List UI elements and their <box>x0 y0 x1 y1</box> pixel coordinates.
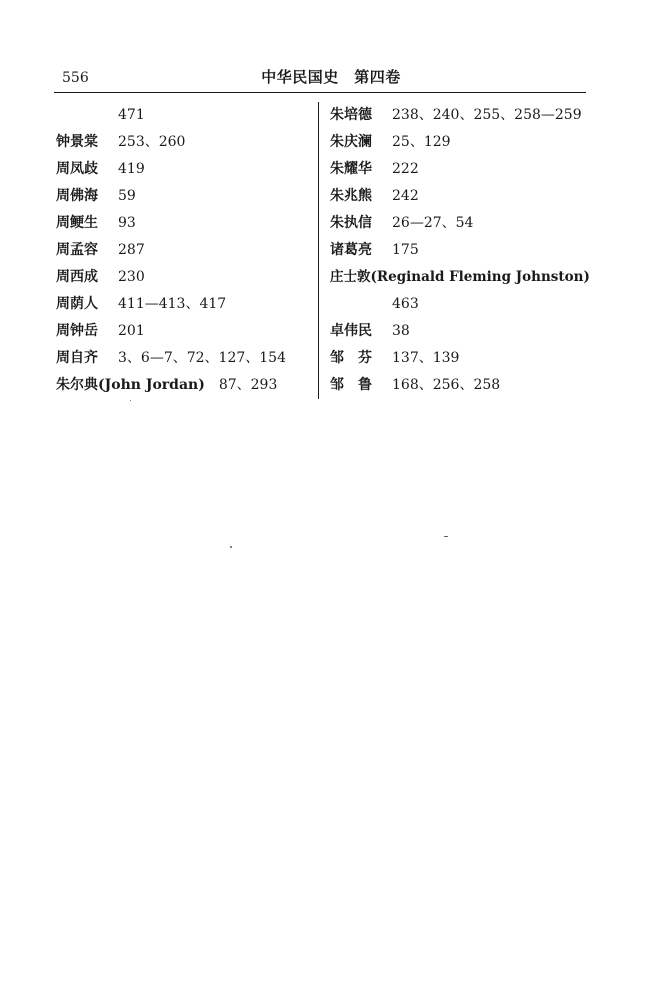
entry-name: 周西成 <box>56 269 98 285</box>
column-divider <box>318 102 319 399</box>
entry-pages: 93 <box>118 215 136 231</box>
index-entry <box>330 237 586 264</box>
entry-pages: 463 <box>392 296 419 312</box>
index-entry <box>56 372 314 399</box>
entry-name: 诸葛亮 <box>330 242 372 258</box>
index-entry <box>56 102 314 129</box>
entry-name: 邹 鲁 <box>330 377 372 393</box>
entry-name: 周鲠生 <box>56 215 98 231</box>
entry-pages: 59 <box>118 188 136 204</box>
scan-speck <box>444 536 448 537</box>
entry-pages: 3、6—7、72、127、154 <box>118 350 286 366</box>
index-entry <box>330 264 590 291</box>
entry-name: 朱尔典(John Jordan) <box>56 377 205 393</box>
index-entry <box>56 318 314 345</box>
index-entry <box>330 318 586 345</box>
index-entry <box>330 129 586 156</box>
entry-pages: 287 <box>118 242 145 258</box>
index-entry <box>56 210 314 237</box>
entry-name: 朱庆澜 <box>330 134 372 150</box>
entry-pages: 137、139 <box>392 350 460 366</box>
entry-pages: 175 <box>392 242 419 258</box>
index-entry <box>56 237 314 264</box>
scan-speck <box>130 400 131 401</box>
entry-pages: 26—27、54 <box>392 215 474 231</box>
entry-name: 周自齐 <box>56 350 98 366</box>
entry-pages: 253、260 <box>118 134 186 150</box>
entry-name: 周钟岳 <box>56 323 98 339</box>
entry-pages: 471 <box>118 107 145 123</box>
entry-name: 周荫人 <box>56 296 98 312</box>
entry-name: 朱培德 <box>330 107 372 123</box>
index-column-left <box>56 102 314 399</box>
entry-pages: 230 <box>118 269 145 285</box>
entry-name: 卓伟民 <box>330 323 372 339</box>
index-entry <box>330 210 586 237</box>
entry-name: 庄士敦(Reginald Fleming Johnston) <box>330 269 590 285</box>
entry-name: 朱执信 <box>330 215 372 231</box>
entry-pages: 238、240、255、258—259 <box>392 107 582 123</box>
index-entry <box>56 183 314 210</box>
entry-pages: 87、293 <box>218 377 278 393</box>
running-title: 中华民国史 第四卷 <box>261 68 401 86</box>
index-column-right <box>330 102 590 399</box>
scan-speck <box>230 546 232 548</box>
index-entry <box>56 129 314 156</box>
entry-pages: 222 <box>392 161 419 177</box>
entry-pages: 201 <box>118 323 145 339</box>
index-entry <box>330 345 586 372</box>
entry-name: 朱兆熊 <box>330 188 372 204</box>
index-entry <box>330 183 586 210</box>
index-entry <box>330 291 586 318</box>
index-entry <box>330 372 586 399</box>
index-entry <box>330 102 586 129</box>
entry-name: 钟景棠 <box>56 134 98 150</box>
entry-pages: 419 <box>118 161 145 177</box>
entry-name: 周孟容 <box>56 242 98 258</box>
index-entry <box>56 264 314 291</box>
page-number: 556 <box>62 70 89 86</box>
entry-pages: 242 <box>392 188 419 204</box>
entry-pages: 38 <box>392 323 410 339</box>
entry-pages: 168、256、258 <box>392 377 501 393</box>
entry-name: 周凤歧 <box>56 161 98 177</box>
index-entry <box>56 156 314 183</box>
index-entry <box>56 291 314 318</box>
entry-name: 朱耀华 <box>330 161 372 177</box>
index-entry <box>56 345 314 372</box>
entry-name: 周佛海 <box>56 188 98 204</box>
entry-name: 邹 芬 <box>330 350 372 366</box>
entry-pages: 411—413、417 <box>118 296 227 312</box>
index-entry <box>330 156 586 183</box>
entry-pages: 25、129 <box>392 134 451 150</box>
header-rule <box>54 92 586 93</box>
